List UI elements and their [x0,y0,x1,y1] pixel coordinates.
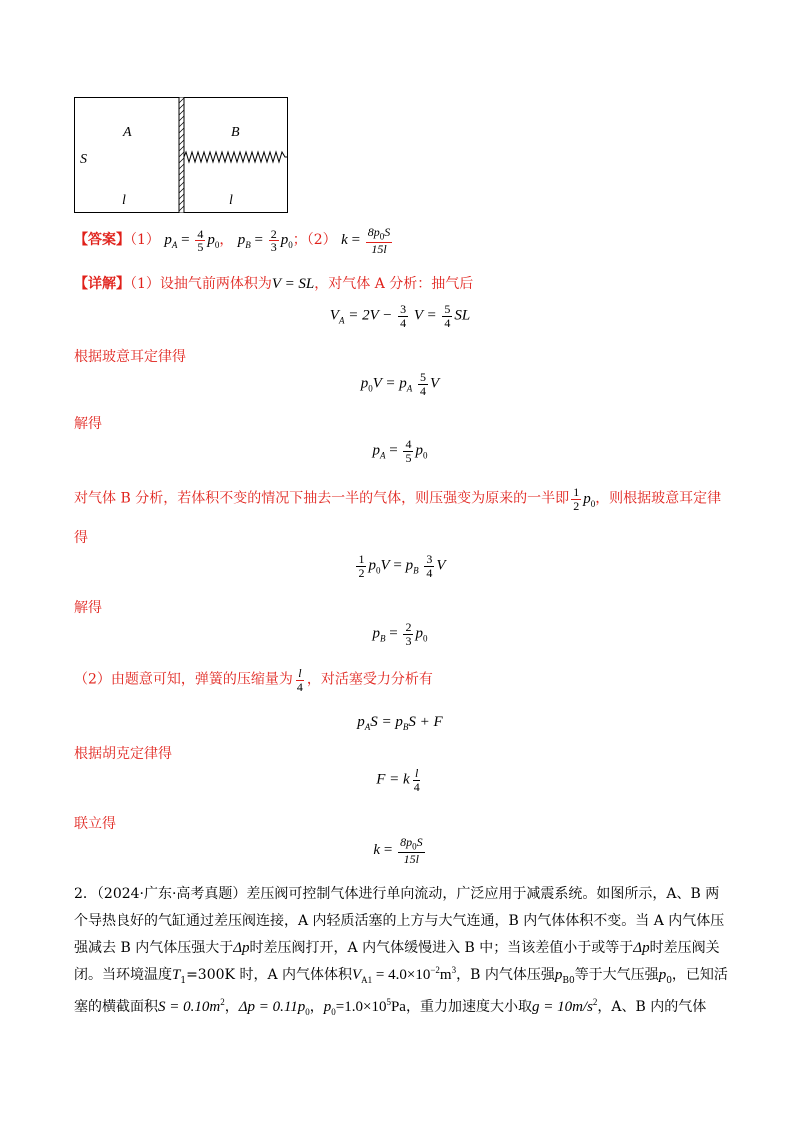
problem2-line4: 闭。当环境温度$T_1=300K$ 时，A 内气体体积$V_{A1} = 4.0\times 10^{-2}m^3$，B 内气体压强$p_{B0}$等于大气压强$p_0$，已知活 [74,965,728,986]
cylinder-svg [74,97,288,213]
text-gas-b: 对气体 B 分析，若体积不变的情况下抽去一半的气体，则压强变为原来的一半即 $\frac{1}{2}$ $p_0$，则根据玻意耳定律 [74,485,722,513]
p2-p0-eq: p [323,999,332,1015]
equation-pa: $p_A$ = $\frac{4}{5}$ $p_0$ [372,437,428,465]
eq6-p: p [357,714,365,730]
p2-line4b: =300K 时，A 内气体体积 [186,967,352,983]
equation-boyle-a: $p_0V = p_A$ $\frac{5}{4}$ V [360,370,440,398]
p2-p0-val: =1.0×10 [335,999,387,1015]
pa-sub: A [171,240,178,251]
answer-part2: （2） [306,232,337,249]
cylinder-diagram [74,97,288,213]
eq1-rhs: = 2V − [348,307,393,324]
equation-force: $p_AS = p_BS + F$ [357,714,443,732]
pa-num: 4 [197,226,204,241]
p2-line3c: 时差压阀关 [649,940,720,956]
pb-den: 3 [270,240,277,255]
p2-va1: V [352,967,362,983]
p2-p0: p [658,967,667,983]
detail-line1 [74,273,473,293]
p2-dp-2: Δp [633,940,650,956]
pa-fraction [195,228,205,254]
p2-line4e: ，已知活 [671,967,728,983]
spring [184,152,287,162]
detail-line1-eq: V = SL [271,276,315,292]
text-part2-tail: ，对活塞受力分析有 [306,671,433,688]
p2-s-eq: S = 0.10m [158,999,221,1015]
label-a: A [123,125,132,140]
text-part2: （2）由题意可知，弹簧的压缩量为 $\frac{l}{4}$ ，对活塞受力分析有 [74,666,433,694]
p2-line4c: ，B 内气体压强 [456,967,555,983]
label-b: B [231,125,240,140]
p2-line5e: ，A、B 内的气体 [597,999,707,1015]
pb-sub: B [245,240,251,251]
p2-line5c: ， [309,999,324,1015]
p0-symbol-2: p [280,232,289,249]
pb-num: 2 [270,226,277,241]
p2-g-eq: g = 10m/s [531,999,593,1015]
problem2-line2: 个导热良好的气缸通过差压阀连接，A 内轻质活塞的上方与大气连通，B 内气体体积不变。当 A 内气体压 [74,913,725,929]
text-solve-1: 解得 [74,416,102,432]
k-num-tail: S [384,225,391,239]
problem2-line5: 塞的横截面积$S = 0.10m^2$，$\Delta p = 0.11p_0$，$p_0=1.0\times 10^5Pa$，重力加速度大小取$g = 10m/s^2$，A、B 内的气体 [74,997,707,1017]
text-gas-b-2: 得 [74,530,88,546]
text-solve-2: 解得 [74,600,102,616]
equation-pb: $p_B$ = $\frac{2}{3}$ $p_0$ [372,620,428,648]
detail-tag: 【详解】 [74,276,130,292]
answer-part1: （1） [130,232,160,249]
k-num: 8p [367,225,380,239]
p2-line3a: 强减去 B 内气体压强大于 [74,940,234,956]
eq6-tail: S + F [408,714,443,730]
k-symbol: k [341,232,348,249]
eq1-tail: SL [454,307,471,324]
eq1-rhs2: V = [413,307,437,324]
p2-p0-exp: 5 [386,997,391,1007]
sep2: ； [292,232,307,249]
k-den: 15l [371,241,387,256]
k-num-sub: 0 [379,231,385,242]
eq1-v: V [329,307,339,324]
p2-dp-eq: Δp = 0.11p [238,999,306,1015]
problem2-line3 [74,937,720,957]
answer-tag: 【答案】 [74,232,130,249]
problem2-line1: 2．（2024·广东·高考真题）差压阀可控制气体进行单向流动，广泛应用于减震系统。如图所示，A、B 两 [74,886,720,902]
pa-den: 5 [197,240,204,255]
text-combine: 联立得 [74,816,116,832]
equation-boyle-b: $\frac{1}{2}$ $p_0V = p_B$ $\frac{3}{4}$ V [358,552,446,580]
label-s: S [80,152,87,167]
pb-fraction [269,228,279,254]
p2-line5d: ，重力加速度大小取 [405,999,532,1015]
k-fraction [366,226,393,255]
eq2-p: p [360,375,369,392]
text-part2-main: （2）由题意可知，弹簧的压缩量为 [74,671,293,688]
p2-dp-1: Δp [233,940,250,956]
pb-symbol: p [237,232,246,249]
p0-symbol: p [207,232,215,249]
sep1: ， [219,232,234,249]
pa-symbol: p [164,232,172,249]
p2-line5a: 塞的横截面积 [74,999,158,1015]
eq2-mid: V = p [372,375,407,392]
detail-line1-tail: ，对气体 A 分析：抽气后 [314,276,474,292]
p2-t1: T [172,967,181,983]
p2-line4d: 等于大气压强 [574,967,659,983]
equation-k: k = $\frac{8p_0S}{15l}$ [373,835,423,866]
p2-p0-unit: Pa [390,999,406,1015]
text-hooke: 根据胡克定律得 [74,746,172,762]
p2-va1-unit: m [439,967,452,983]
equation-hooke: F = k $\frac{l}{4}$ [376,766,420,794]
p2-va1-val: = 4.0×10 [375,967,431,983]
p0-sub-2: 0 [288,240,293,251]
eq7: F = k [376,771,410,788]
equation-va: $V_A = 2V$ − $\frac{3}{4}$ V = $\frac{5}{4}$ SL [329,302,471,330]
label-l-right: l [229,193,233,208]
eq6-mid: S = p [370,714,403,730]
text-boyle-1: 根据玻意耳定律得 [74,349,186,365]
label-l-left: l [122,193,126,208]
answer-line: 【答案】（1） $p_A$ = $\frac{4}{5}$ $p_0$， $p_B$ = $\frac{2}{3}$ $p_0$；（2） k = $\frac{8p_0S}{15l}$ [74,225,391,256]
p2-line5b: ， [224,999,239,1015]
p2-va1-exp: −2 [430,965,440,975]
p2-line4a: 闭。当环境温度 [74,967,172,983]
p2-line3b: 时差压阀打开，A 内气体缓慢进入 B 中；当该差值小于或等于 [249,940,634,956]
text-gas-b-main: 对气体 B 分析，若体积不变的情况下抽去一半的气体，则压强变为原来的一半即 [74,490,570,507]
p2-pb0: p [554,967,563,983]
p0-sub: 0 [214,240,220,251]
detail-line1-text: （1）设抽气前两体积为 [130,276,272,292]
text-gas-b-tail: ，则根据玻意耳定律 [595,490,722,507]
